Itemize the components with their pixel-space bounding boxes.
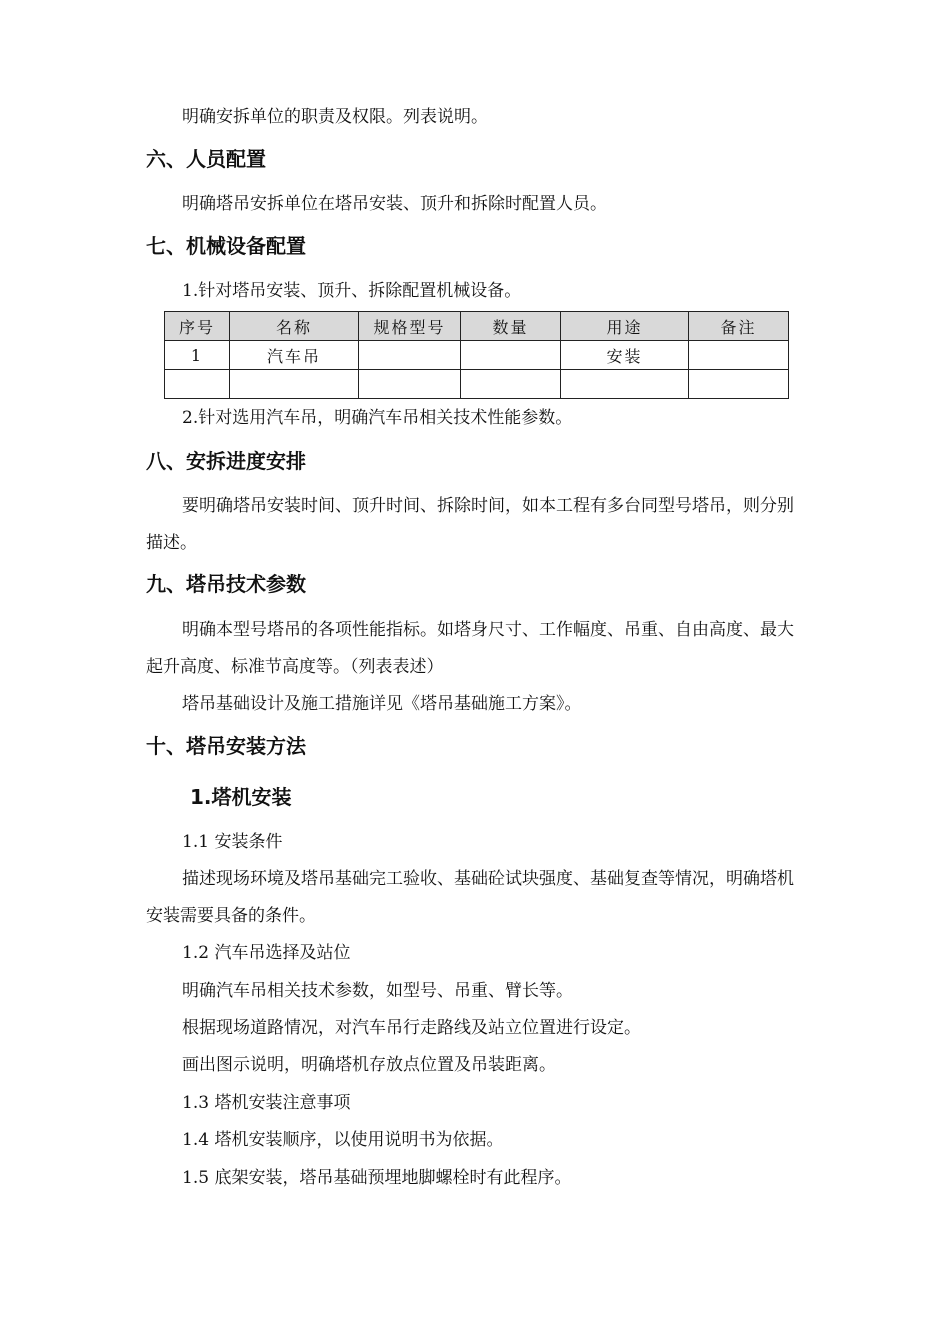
table-header-cell: 用途 xyxy=(561,312,689,341)
table-cell xyxy=(230,370,359,399)
paragraph-tech-params: 明确本型号塔吊的各项性能指标。如塔身尺寸、工作幅度、吊重、自由高度、最大起升高度、标准节高度等。（列表表述） xyxy=(146,620,794,677)
paragraph-schedule: 要明确塔吊安装时间、顶升时间、拆除时间，如本工程有多台同型号塔吊，则分别描述。 xyxy=(146,496,794,553)
paragraph-foundation-ref: 塔吊基础设计及施工措施详见《塔吊基础施工方案》。 xyxy=(182,694,582,714)
table-cell xyxy=(561,370,689,399)
paragraph-1-1: 1.1 安装条件 xyxy=(182,832,283,852)
table-header-cell: 数量 xyxy=(461,312,561,341)
paragraph-1-2-c: 画出图示说明，明确塔机存放点位置及吊装距离。 xyxy=(182,1055,556,1075)
table-header-cell: 规格型号 xyxy=(359,312,461,341)
table-cell xyxy=(689,370,789,399)
subheading-crane-install: 1.塔机安装 xyxy=(190,785,292,809)
paragraph-1-3: 1.3 塔机安装注意事项 xyxy=(182,1093,351,1113)
table-cell xyxy=(359,370,461,399)
paragraph-1-4: 1.4 塔机安装顺序，以使用说明书为依据。 xyxy=(182,1130,504,1150)
heading-install-method: 十、塔吊安装方法 xyxy=(146,734,306,758)
paragraph-personnel: 明确塔吊安拆单位在塔吊安装、顶升和拆除时配置人员。 xyxy=(182,194,607,214)
paragraph-1-2-a: 明确汽车吊相关技术参数，如型号、吊重、臂长等。 xyxy=(182,981,573,1001)
table-row xyxy=(165,370,789,399)
table-cell xyxy=(461,370,561,399)
paragraph-equipment-1: 1.针对塔吊安装、顶升、拆除配置机械设备。 xyxy=(182,281,522,301)
table-cell: 安装 xyxy=(561,341,689,370)
table-header-row xyxy=(165,312,789,341)
heading-schedule: 八、安拆进度安排 xyxy=(146,449,306,473)
table-cell xyxy=(359,341,461,370)
table-header-cell: 名称 xyxy=(230,312,359,341)
paragraph-1-5: 1.5 底架安装，塔吊基础预埋地脚螺栓时有此程序。 xyxy=(182,1168,572,1188)
paragraph-1-2-b: 根据现场道路情况，对汽车吊行走路线及站立位置进行设定。 xyxy=(182,1018,641,1038)
table-cell xyxy=(689,341,789,370)
heading-equipment: 七、机械设备配置 xyxy=(146,234,306,258)
table-cell xyxy=(165,370,230,399)
heading-personnel: 六、人员配置 xyxy=(146,147,266,171)
table-cell: 汽车吊 xyxy=(230,341,359,370)
table-cell xyxy=(461,341,561,370)
paragraph-1-2: 1.2 汽车吊选择及站位 xyxy=(182,943,351,963)
paragraph-1-1-desc: 描述现场环境及塔吊基础完工验收、基础砼试块强度、基础复查等情况，明确塔机安装需要具备的条件。 xyxy=(146,869,794,926)
table-cell: 1 xyxy=(165,341,230,370)
heading-tech-params: 九、塔吊技术参数 xyxy=(146,572,306,596)
paragraph-equipment-2: 2.针对选用汽车吊，明确汽车吊相关技术性能参数。 xyxy=(182,408,573,428)
table-header-cell: 序号 xyxy=(165,312,230,341)
table-row xyxy=(165,341,789,370)
paragraph-duties: 明确安拆单位的职责及权限。列表说明。 xyxy=(182,107,488,127)
table-header-cell: 备注 xyxy=(689,312,789,341)
equipment-table xyxy=(164,311,789,399)
